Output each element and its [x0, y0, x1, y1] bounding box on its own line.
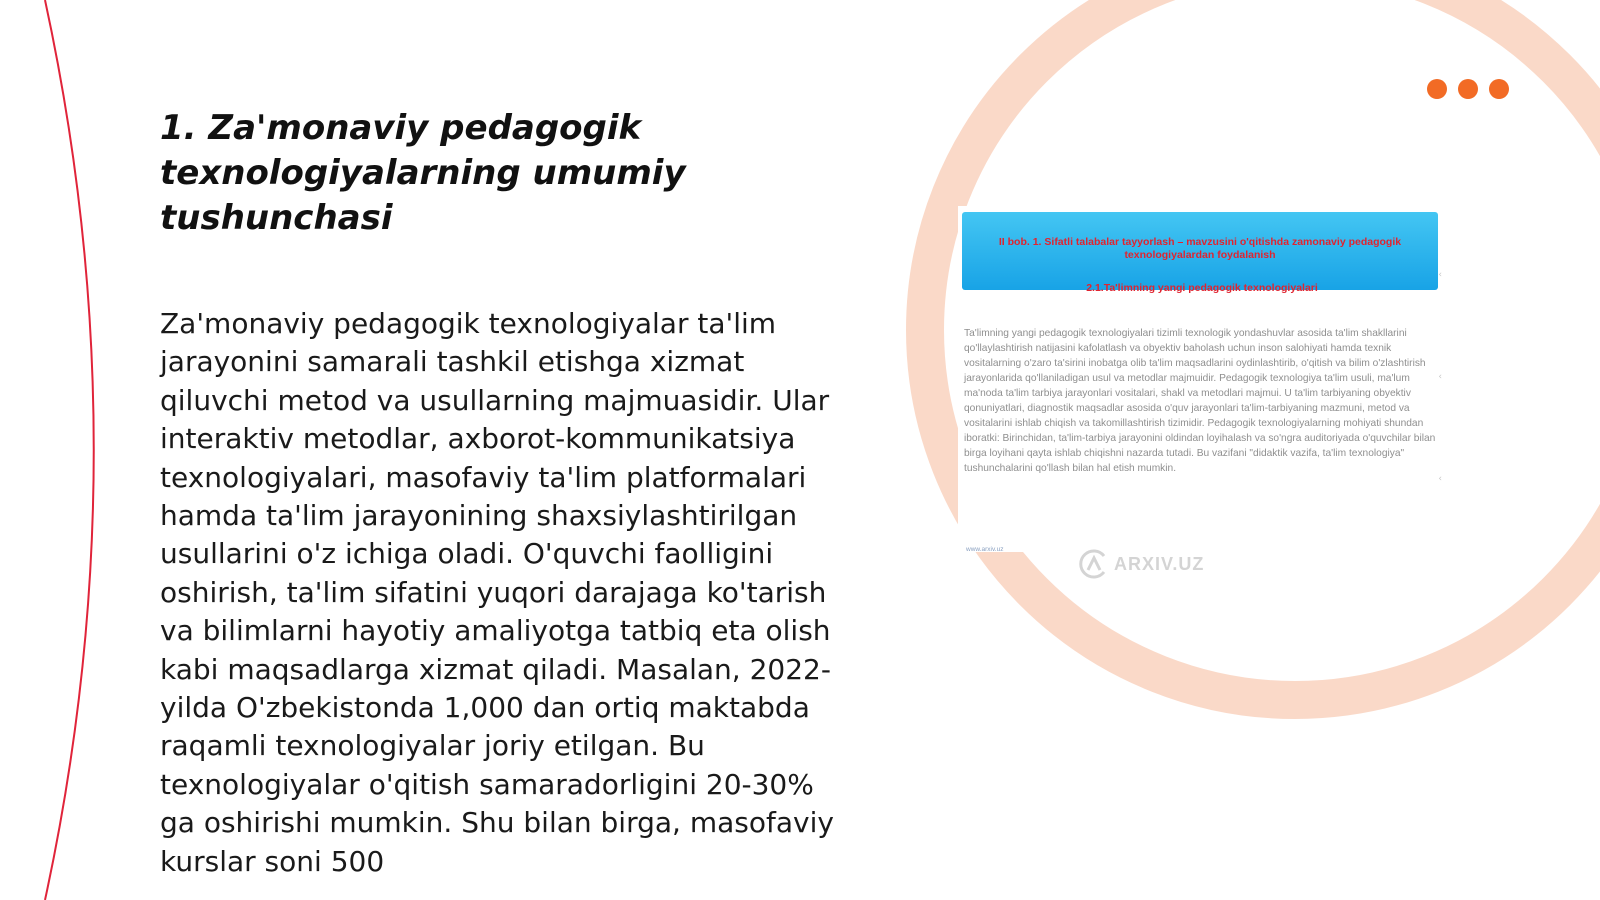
dot — [1458, 79, 1478, 99]
document-preview-image — [962, 212, 1442, 572]
dot — [1427, 79, 1447, 99]
slide-body-text: Za'monaviy pedagogik texnologiyalar ta'lim jarayonini samarali tashkil etishga xizmat qiluvchi metod va usullarning majmuasidir. Ular interaktiv metodlar, axborot-kommunikatsiya texnologiyalari, masofaviy ta'lim platformalari hamda ta'lim jarayonining shaxsiylashtirilgan usullarini o'z ichiga oladi. O'quvchi faolligini oshirish, ta'lim sifatini yuqori darajaga ko'tarish va bilimlarni hayotiy amaliyotga tatbiq eta olish kabi maqsadlarga xizmat qiladi. Masalan, 2022-yilda O'zbekistonda 1,000 dan ortiq maktabda raqamli texnologiyalar joriy etilgan. Bu texnologiyalar o'qitish samaradorligini 20-30% ga oshirishi mumkin. Shu bilan birga, masofaviy kurslar soni 500 — [160, 307, 834, 878]
watermark-text: ARXIV.UZ — [1114, 553, 1205, 574]
slide-title: 1. Za'monaviy pedagogik texnologiyalarning umumiy tushunchasi — [160, 108, 686, 238]
edge-mark: ‹ — [1438, 270, 1442, 280]
preview-header-title: II bob. 1. Sifatli talabalar tayyorlash – mavzusini o'qitishda zamonaviy pedagogik texnologiyalardan foydalanish — [998, 236, 1402, 261]
preview-section-subtitle: 2.1.Ta'limning yangi pedagogik texnologiyalari — [1086, 282, 1318, 294]
preview-link: www.arxiv.uz — [966, 546, 1004, 553]
watermark-logo — [1078, 548, 1204, 580]
edge-mark: ‹ — [1438, 372, 1442, 382]
arxiv-logo-icon — [1078, 548, 1110, 580]
preview-header-banner — [962, 212, 1438, 290]
preview-paragraph: Ta'limning yangi pedagogik texnologiyalari tizimli texnologik yondashuvlar asosida ta'lim shakllarini qo'llaylashtirish natijasini kafolatlash va obyektiv baholash uchun inson salohiyati hamda texnik vositalarning o'zaro ta'sirini inobatga olib ta'lim maqsadlarini oydinlashtirib, o'qitish va bilim o'zlashtirish jarayonlarida qo'llaniladigan usul va metodlar majmuidir. Pedagogik texnologiya ta'lim usuli, ma'lum ma'noda ta'lim tarbiya jarayonlari vositalari, shakl va metodlari majmui. U ta'lim tarbiyaning obyektiv qonuniyatlari, diagnostik maqsadlar asosida o'quv jarayonlari ta'lim-tarbiyaning mazmuni, metod va vositalarini ishlab chiqish va takomillashtirish tizimidir. Pedagogik texnologiyalarning mohiyati shundan iboratki: Birinchidan, ta'lim-tarbiya jarayonini oldindan loyihalash va so'ngra auditoriyada o'quvchilar bilan birga loyihani qayta ishlab chiqishni nazarda tutadi. Bu vazifani "didaktik vazifa, ta'lim texnologiya" tushunchalarini qo'llash bilan hal etish mumkin. — [964, 328, 1436, 474]
edge-mark: ‹ — [1438, 474, 1442, 484]
dot — [1489, 79, 1509, 99]
left-red-arc-line — [45, 0, 94, 900]
menu-dots-icon — [1427, 79, 1509, 99]
